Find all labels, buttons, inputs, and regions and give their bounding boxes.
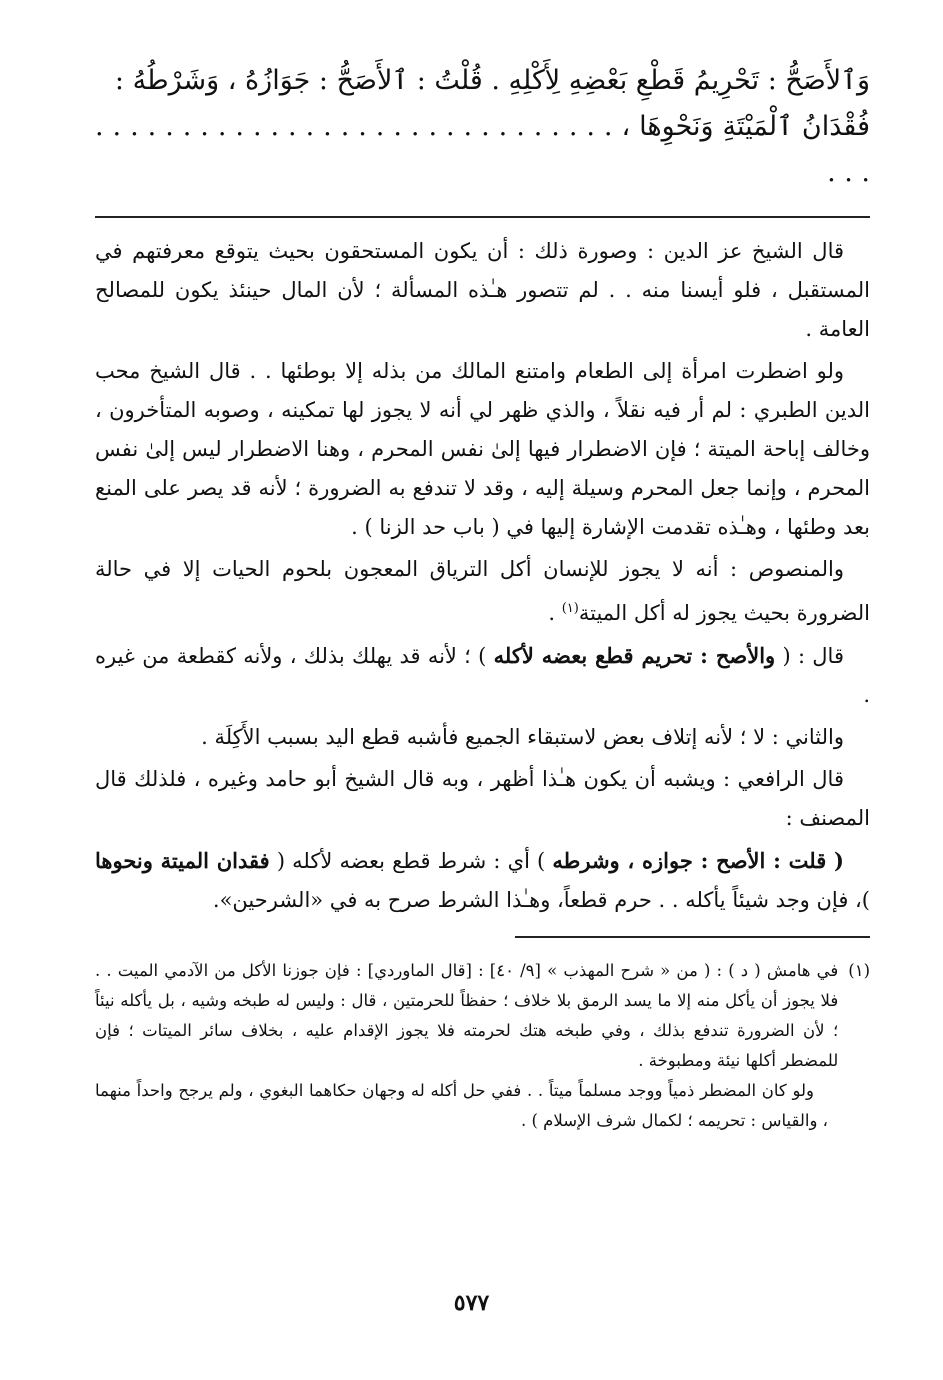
commentary-paragraph-7	[95, 841, 870, 920]
commentary-paragraph-5: والثاني : لا ؛ لأنه إتلاف بعض لاستبقاء الجميع فأشبه قطع اليد بسبب الأَكِلَة .	[201, 725, 844, 749]
paragraph-4-post: ) ؛ لأنه قد يهلك بذلك ، ولأنه كقطعة من غيره .	[95, 644, 870, 707]
book-page	[95, 58, 870, 1136]
quoted-matn-2: ( قلت : الأصح : جوازه ، وشرطه	[552, 848, 844, 873]
commentary	[95, 232, 870, 920]
footnote-ref-1: (١)	[561, 601, 579, 616]
paragraph-3-end: .	[548, 601, 562, 625]
footnote-text-1: في هامش ( د ) : ( من « شرح المهذب » [٩/ ٤٠] : [قال الماوردي] : فإن جوزنا الأكل من الآدمي الميت . . فلا يجوز أن يأكل منه إلا ما يسد الرمق بلا خلاف ؛ حفظاً للحرمتين ، قال : وليس له طبخه وشيه ، بل يأكله نيئاً ؛ لأن الضرورة تندفع بذلك ، وفي طبخه هتك لحرمته فلا يجوز الإقدام عليه ، بخلاف سائر الميتات ؛ فإن للمضطر أكلها نيئة ومطبوخة .	[95, 961, 839, 1070]
footnote-separator	[515, 936, 870, 938]
footnotes	[95, 956, 870, 1136]
quoted-matn-3: فقدان الميتة ونحوها	[95, 848, 270, 873]
footnote-text-2: ولو كان المضطر ذمياً ووجد مسلماً ميتاً . . ففي حل أكله له وجهان حكاهما البغوي ، ولم يرجح واحداً منهما ، والقياس : تحريمه ؛ لكمال شرف الإسلام ) .	[95, 1081, 828, 1130]
footnote-1	[95, 956, 870, 1076]
paragraph-7-text-1: ) أي : شرط قطع بعضه لأكله (	[269, 849, 553, 873]
paragraph-4-pre: قال : (	[775, 644, 844, 668]
matn-text	[95, 58, 870, 196]
quoted-matn-1: والأصح : تحريم قطع بعضه لأكله	[493, 643, 776, 668]
commentary-paragraph-6: قال الرافعي : ويشبه أن يكون هـٰذا أظهر ، وبه قال الشيخ أبو حامد وغيره ، فلذلك قال المصنف :	[95, 767, 870, 830]
matn-separator	[95, 216, 870, 218]
footnote-number: (١)	[848, 961, 870, 980]
matn-line-1: وَٱلأَصَحُّ : تَحْرِيمُ قَطْعِ بَعْضِهِ لِأَكْلِهِ . قُلْتُ : ٱلأَصَحُّ : جَوَازُهُ ، وَشَرْطُهُ :	[114, 65, 870, 96]
paragraph-3-text: والمنصوص : أنه لا يجوز للإنسان أكل الترياق المعجون بلحوم الحيات إلا في حالة الضرورة بحيث يجوز له أكل الميتة	[95, 557, 870, 625]
page-number: ٥٧٧	[453, 1290, 490, 1316]
commentary-paragraph-2: ولو اضطرت امرأة إلى الطعام وامتنع المالك من بذله إلا بوطئها . . قال الشيخ محب الدين الطبري : لم أر فيه نقلاً ، والذي ظهر لي أنه لا يجوز لها تمكينه ، وصوبه المتأخرون ، وخالف إباحة الميتة ؛ فإن الاضطرار فيها إلىٰ نفس المحرم ، وهنا الاضطرار ليس إلىٰ نفس المحرم ، وإنما جعل المحرم وسيلة إليه ، وقد لا تندفع به الضرورة ؛ لأنه قد يصر على المنع بعد وطئها ، وهـٰذه تقدمت الإشارة إليها في ( باب حد الزنا ) .	[95, 359, 870, 539]
commentary-paragraph-3	[95, 550, 870, 633]
matn-line-2: فُقْدَانُ ٱلْمَيْتَةِ وَنَحْوِهَا ، . . . . . . . . . . . . . . . . . . . . . . . . . . . . . . . . .	[95, 111, 870, 188]
commentary-paragraph-1: قال الشيخ عز الدين : وصورة ذلك : أن يكون المستحقون بحيث يتوقع معرفتهم في المستقبل ، فلو أيسنا منه . . لم تتصور هـٰذه المسألة ؛ لأن المال حينئذ يكون للمصالح العامة .	[95, 239, 870, 341]
commentary-paragraph-4	[95, 636, 870, 715]
paragraph-7-text-2: )، فإن وجد شيئاً يأكله . . حرم قطعاً، وهـٰذا الشرط صرح به في «الشرحين».	[212, 888, 870, 912]
